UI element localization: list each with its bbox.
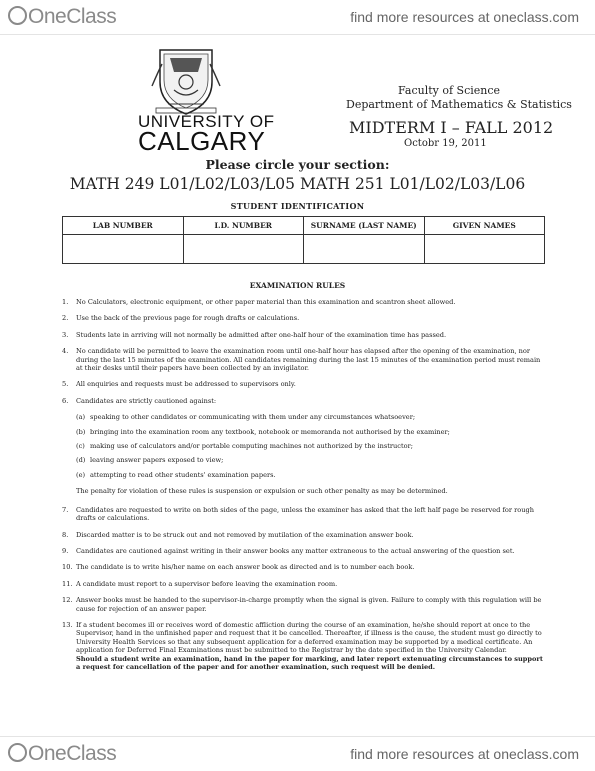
section-prompt: Please circle your section: [205,157,390,172]
promo-link-bottom[interactable]: find more resources at oneclass.com [350,746,579,762]
rule-text: The candidate is to write his/her name on each answer book as directed and is to number each book. [76,563,415,572]
rule-number: 4. [62,347,69,356]
rule-item [62,621,545,671]
faculty-name: Faculty of Science [398,84,501,97]
rule-number: 10. [62,563,73,572]
rules-title: EXAMINATION RULES [249,281,346,290]
oneclass-logo-bottom[interactable] [8,742,116,766]
sections-line: MATH 249 L01/L02/L03/L05 MATH 251 L01/L02/L03/L06 [69,175,526,193]
subitem [76,428,545,436]
rule-number: 12. [62,596,73,605]
subitem-text: making use of calculators and/or portable computing machines not authorized by the instructor; [90,442,413,451]
rule-item [62,547,545,555]
subitem-text: leaving answer papers exposed to view; [90,456,224,465]
rule-text: Answer books must be handed to the supervisor-in-charge promptly when the signal is given. Failure to comply with this regulation will be cause for rejection of an answer paper. [76,596,542,613]
oneclass-ring-icon [8,6,27,25]
rule-item [62,397,545,405]
exam-title: MIDTERM I – FALL 2012 [349,118,554,137]
rule-text: If a student becomes ill or receives word of domestic affliction during the course of an examination, he/she should report at once to the Supervisor, hand in the unfinished paper and request that it be cancelled. Thereafter, if illness is the cause, the student must go directly to University Health Services so that any subsequent application for a deferred examination may be supported by a medical certificate. An application for Deferred Final Examinations must be submitted to the Registrar by the date specified in the University Calendar. [76,620,542,655]
subitem-label: (e) [76,470,86,479]
brand-name: OneClass [28,5,117,28]
rule-item [62,506,545,523]
rule-text: Discarded matter is to be struck out and not removed by mutilation of the examination answer book. [76,530,414,539]
bottom-banner [0,736,595,771]
rule-item [62,380,545,388]
oneclass-logo[interactable] [8,5,116,29]
rule-item [62,580,545,588]
col-surname: SURNAME (LAST NAME) [304,217,425,235]
oneclass-ring-icon [8,743,27,762]
student-id-title: STUDENT IDENTIFICATION [230,201,365,211]
rule-item [62,331,545,339]
rule-text: All enquiries and requests must be addressed to supervisors only. [76,380,296,389]
surname-field[interactable] [304,235,425,264]
subitem [76,456,545,464]
given-names-field[interactable] [424,235,545,264]
subitem-label: (a) [76,413,86,422]
rule-text: A candidate must report to a supervisor before leaving the examination room. [76,579,338,588]
subitem-text: speaking to other candidates or communicating with them under any circumstances whatsoever; [90,413,416,422]
subitem-text: bringing into the examination room any textbook, notebook or memoranda not authorised by the examiner; [90,427,450,436]
rule-number: 6. [62,396,69,405]
rule-text: Candidates are cautioned against writing in their answer books any matter extraneous to the actual answering of the question set. [76,546,515,555]
subitem [76,471,545,479]
university-name-line1: UNIVERSITY OF [138,112,275,131]
subitem-label: (d) [76,456,86,465]
university-crest-icon [150,42,222,118]
col-id-number: I.D. NUMBER [183,217,304,235]
rule-item [62,531,545,539]
rule-number: 9. [62,546,69,555]
rule-item [62,347,545,372]
rule6-subitems [76,413,545,479]
student-id-entry-row [63,235,545,264]
subitem [76,442,545,450]
student-id-header-row [63,217,545,235]
student-id-table [62,216,545,264]
rule-number: 5. [62,380,69,389]
rule-item [62,563,545,571]
col-given-names: GIVEN NAMES [424,217,545,235]
id-number-field[interactable] [183,235,304,264]
promo-link[interactable]: find more resources at oneclass.com [350,9,579,25]
rule-number: 11. [62,579,73,588]
subitem-label: (c) [76,442,85,451]
rule13-bold-text: Should a student write an examination, hand in the paper for marking, and later report extenuating circumstances to support a request for cancellation of the paper and for another examination, such request will be denied. [76,654,543,671]
rule-text: Candidates are requested to write on both sides of the page, unless the examiner has asked that the left half page be reserved for rough drafts or calculations. [76,505,534,523]
rule-text: No candidate will be permitted to leave the examination room until one-half hour has elapsed after the opening of the examination, nor during the last 15 minutes of the examination. All candidates remaining during the last 15 minutes of the examination period must remain at their desks until their papers have been collected by an invigilator. [76,347,541,373]
brand-name: OneClass [28,742,117,765]
subitem [76,413,545,421]
rule-number: 7. [62,505,69,514]
rule-number: 8. [62,530,69,539]
lab-number-field[interactable] [63,235,184,264]
rule-text: Use the back of the previous page for rough drafts or calculations. [76,314,300,323]
top-banner [0,0,595,35]
penalty-text: The penalty for violation of these rules is suspension or expulsion or such other penalty as may be determined. [76,487,448,496]
rule-item [62,314,545,322]
col-lab-number: LAB NUMBER [63,217,184,235]
university-name-line2: CALGARY [138,126,266,156]
rule-number: 13. [62,620,73,629]
rule-item [62,596,545,613]
rule-text: No Calculators, electronic equipment, or other paper material than this examination and scantron sheet allowed. [76,298,456,306]
subitem-label: (b) [76,427,86,436]
rules-list [62,298,545,679]
subitem-text: attempting to read other students' examination papers. [90,470,276,479]
department-name: Department of Mathematics & Statistics [346,98,572,111]
rule-number: 3. [62,330,69,339]
rule-number: 2. [62,314,69,323]
exam-date: Octobr 19, 2011 [404,138,487,149]
rule-text: Students late in arriving will not normally be admitted after one-half hour of the examination time has passed. [76,330,447,339]
rule-text: Candidates are strictly cautioned against: [76,396,217,405]
rule-number: 1. [62,298,69,306]
rule-item [62,298,545,306]
